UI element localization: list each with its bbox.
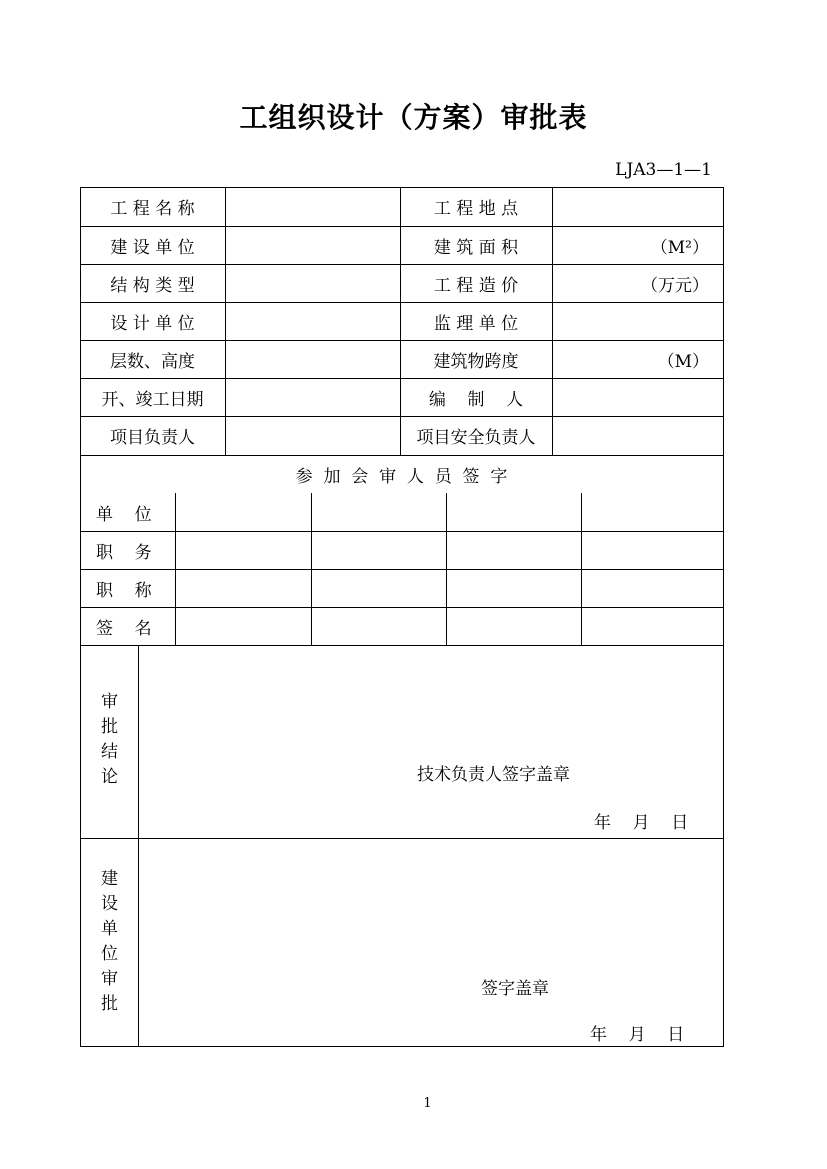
signature-cell [175,607,311,645]
field-label: 工 程 造 价 [433,275,519,296]
field-label: 工 程 地 点 [433,199,519,219]
signature-cell [446,531,581,569]
field-value [552,378,723,416]
signature-cell [581,531,723,569]
field-label: 建 设 单 位 [110,237,195,258]
field-label: 建 筑 面 积 [433,237,519,258]
table-bottom-border [80,1046,724,1047]
field-label: 层数、高度 [110,351,195,372]
field-value [225,264,400,302]
approval-signature-label: 技术负责人签字盖章 [417,764,570,785]
owner-approval-date: 年 月 日 [590,1025,685,1045]
field-value [225,378,400,416]
form-title: 工组织设计（方案）审批表 [239,101,588,134]
signature-cell [311,531,446,569]
signature-cell [311,569,446,607]
field-value [552,302,723,340]
signature-cell [175,493,311,531]
field-value [225,226,400,264]
signature-cell [175,531,311,569]
field-label: 项目安全负责人 [416,428,536,448]
field-value [225,302,400,340]
row-label: 签 名 [96,618,152,639]
signature-cell [581,607,723,645]
signature-cell [311,493,446,531]
page-number: 1 [423,1096,432,1111]
form-code: LJA3—1—1 [615,160,712,180]
signature-cell [446,569,581,607]
signature-cell [175,569,311,607]
field-value [225,340,400,378]
signature-cell [581,569,723,607]
row-label: 单 位 [96,504,152,525]
field-label: 工 程 名 称 [110,199,195,219]
owner-signature-label: 签字盖章 [481,978,549,999]
table-rule [80,838,724,839]
field-value [552,187,723,226]
table-right-border [723,187,724,1047]
field-label: 编 制 人 [428,389,524,410]
table-rule [80,645,724,646]
section-header: 参 加 会 审 人 员 签 字 [295,466,508,487]
field-value: （M） [657,351,709,372]
field-value: （M²） [650,237,709,258]
field-label: 开、竣工日期 [101,389,204,410]
signature-cell [446,493,581,531]
signature-cell [311,607,446,645]
field-label: 结 构 类 型 [110,275,195,296]
field-label: 项目负责人 [110,428,195,448]
field-label: 建筑物跨度 [433,351,519,372]
approval-date: 年 月 日 [594,812,689,833]
signature-cell [581,493,723,531]
table-rule [138,645,139,1047]
field-label: 监 理 单 位 [433,313,519,334]
field-label: 设 计 单 位 [110,313,195,334]
row-label: 职 务 [96,542,152,563]
field-value [225,187,400,226]
field-value [225,416,400,455]
field-value [552,416,723,455]
approval-label: 审批结论 [101,692,118,787]
owner-approval-label: 建设单位审批 [101,869,118,1014]
row-label: 职 称 [96,580,152,601]
signature-cell [446,607,581,645]
field-value: （万元） [641,275,709,296]
